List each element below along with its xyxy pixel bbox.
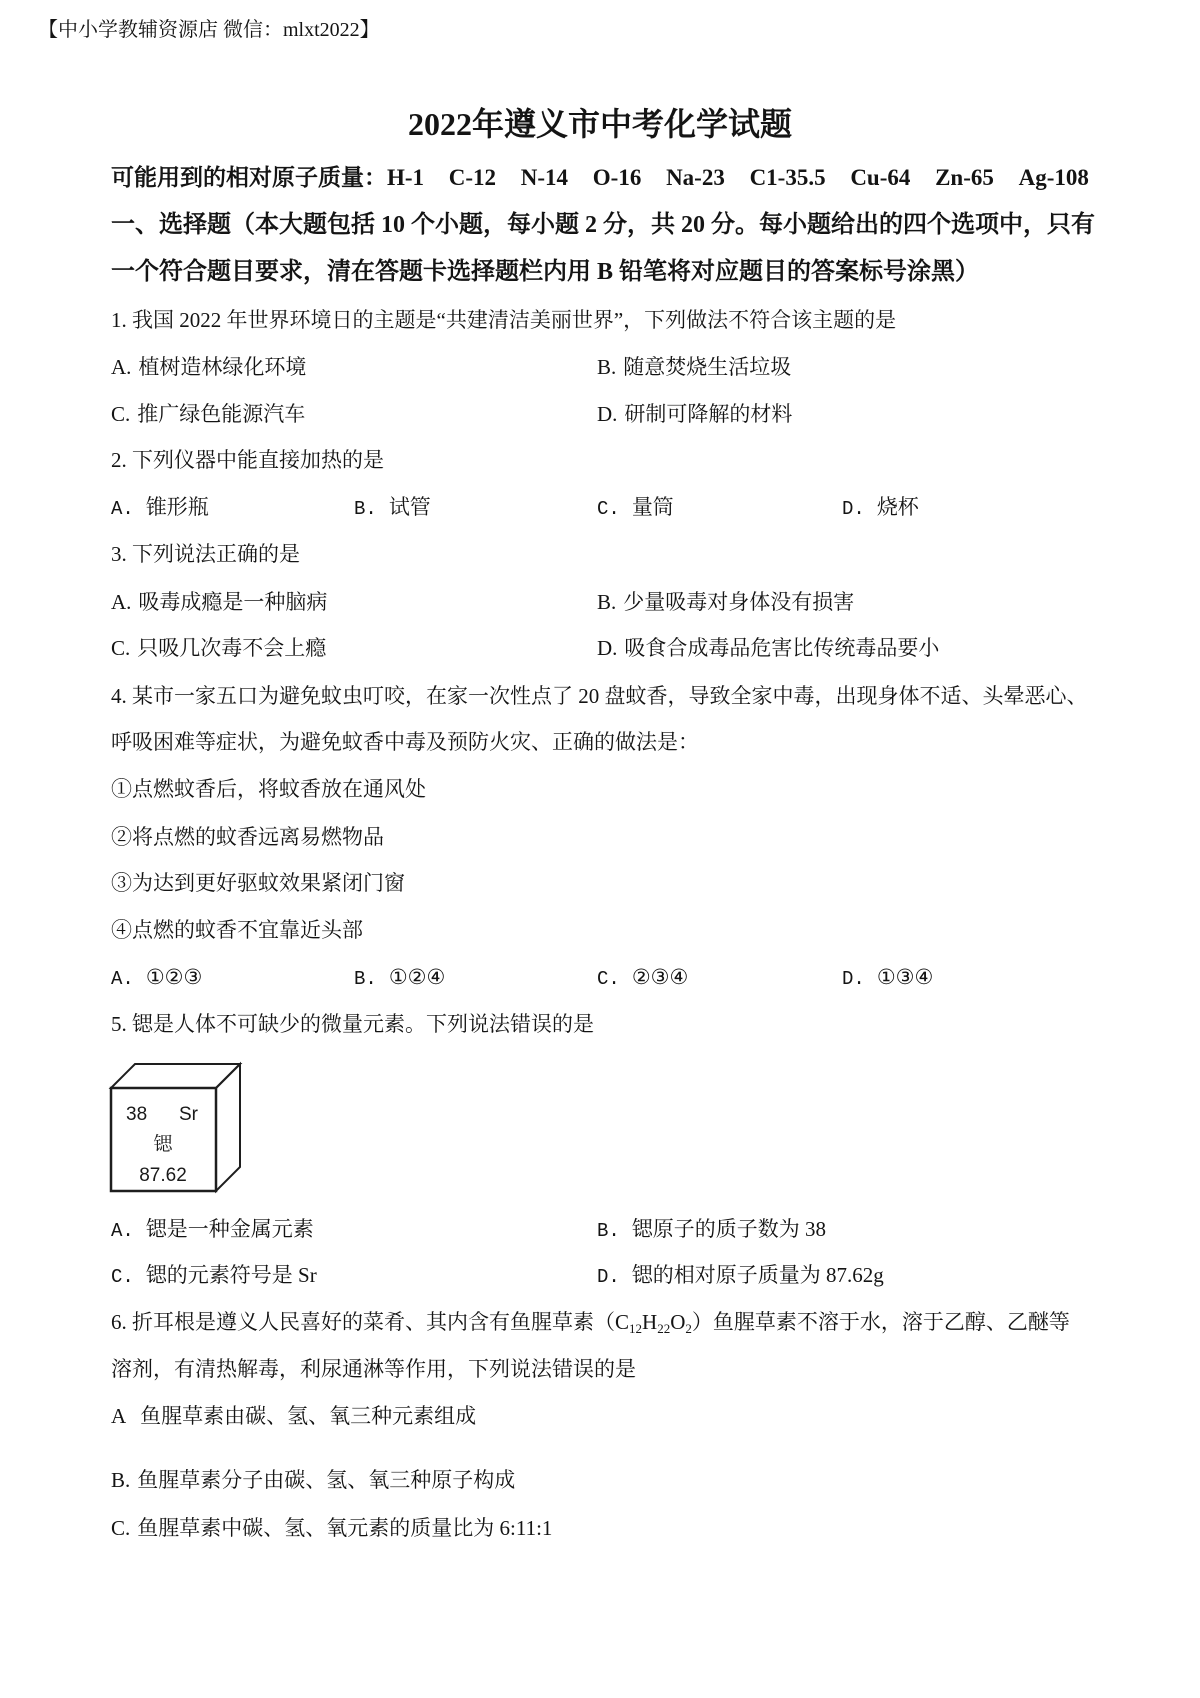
q4-statement-2: ②将点燃的蚊香远离易燃物品 xyxy=(111,825,384,849)
q6-stem-before-formula: 6. 折耳根是遵义人民喜好的菜肴、其内含有鱼腥草素（ xyxy=(111,1310,615,1334)
formula-subscript: 22 xyxy=(657,1321,671,1336)
q3-option-a xyxy=(111,587,327,617)
option-label: A. xyxy=(111,590,132,614)
element-tile-side-face xyxy=(216,1064,240,1191)
atomic-mass-h: H-1 xyxy=(387,165,425,190)
atomic-masses-prefix: 可能用到的相对原子质量： xyxy=(111,165,387,190)
q6-stem-line-1 xyxy=(111,1307,1070,1337)
q1-option-b xyxy=(597,352,791,382)
option-label: D. xyxy=(842,968,865,990)
q3-option-d xyxy=(597,633,939,663)
q3-options-row-2 xyxy=(0,633,1200,663)
q5-stem: 5. 锶是人体不可缺少的微量元素。下列说法错误的是 xyxy=(111,1012,594,1036)
q3-option-b xyxy=(597,587,854,617)
option-label: B. xyxy=(597,590,617,614)
option-text: 植树造林绿化环境 xyxy=(138,355,307,379)
option-text: ②③④ xyxy=(631,965,689,989)
option-text: 随意焚烧生活垃圾 xyxy=(623,355,792,379)
option-label: B. xyxy=(354,968,377,990)
option-label: D. xyxy=(597,636,618,660)
option-label: D. xyxy=(597,402,618,426)
option-label: A. xyxy=(111,355,132,379)
option-text: 试管 xyxy=(388,495,431,519)
atomic-masses-line xyxy=(111,162,1089,194)
q4-option-c xyxy=(597,962,688,994)
atomic-mass-na: Na-23 xyxy=(666,165,725,190)
q4-option-a xyxy=(111,962,202,994)
q4-statement-3: ③为达到更好驱蚊效果紧闭门窗 xyxy=(111,871,405,895)
option-label: C. xyxy=(597,498,620,520)
atomic-mass-zn: Zn-65 xyxy=(935,165,994,190)
q5-option-c xyxy=(111,1260,317,1292)
formula-subscript: 12 xyxy=(629,1321,643,1336)
q2-stem: 2. 下列仪器中能直接加热的是 xyxy=(111,448,384,472)
option-label: B. xyxy=(597,1220,620,1242)
option-text: 吸食合成毒品危害比传统毒品要小 xyxy=(624,636,940,660)
q6-stem-line-2: 溶剂，有清热解毒，利尿通淋等作用，下列说法错误的是 xyxy=(111,1357,636,1381)
option-text: 鱼腥草素由碳、氢、氧三种元素组成 xyxy=(140,1404,477,1428)
element-atomic-number: 38 xyxy=(126,1104,148,1125)
q6-option-a xyxy=(111,1401,476,1431)
atomic-mass-cu: Cu-64 xyxy=(850,165,911,190)
option-text: 研制可降解的材料 xyxy=(624,402,793,426)
q4-stem-line-2: 呼吸困难等症状，为避免蚊香中毒及预防火灾、正确的做法是： xyxy=(111,730,699,754)
formula-element: H xyxy=(642,1310,658,1334)
option-text: 烧杯 xyxy=(876,495,919,519)
q4-option-d xyxy=(842,962,933,994)
q2-option-a xyxy=(111,492,209,524)
option-label: B. xyxy=(111,1468,131,1492)
option-text: ①②④ xyxy=(388,965,446,989)
option-label: D. xyxy=(597,1266,620,1288)
option-text: 少量吸毒对身体没有损害 xyxy=(623,590,855,614)
option-text: 鱼腥草素分子由碳、氢、氧三种原子构成 xyxy=(137,1468,516,1492)
q3-option-c xyxy=(111,633,326,663)
q4-stem-line-1: 4. 某市一家五口为避免蚊虫叮咬，在家一次性点了 20 盘蚊香，导致全家中毒，出现身体不适、头晕恶心、 xyxy=(111,684,1088,708)
q4-statement-4: ④点燃的蚊香不宜靠近头部 xyxy=(111,918,363,942)
option-text: ①②③ xyxy=(145,965,203,989)
q5-option-a xyxy=(111,1214,314,1246)
q1-stem: 1. 我国 2022 年世界环境日的主题是“共建清洁美丽世界”，下列做法不符合该主题的是 xyxy=(111,308,897,332)
q1-option-d xyxy=(597,399,792,429)
q5-option-d xyxy=(597,1260,884,1292)
formula-element: O xyxy=(670,1310,686,1334)
option-text: 量筒 xyxy=(631,495,674,519)
atomic-mass-c: C-12 xyxy=(448,165,497,190)
option-label: C. xyxy=(111,1266,134,1288)
page-title: 2022年遵义市中考化学试题 xyxy=(407,106,792,142)
option-text: 只吸几次毒不会上瘾 xyxy=(137,636,327,660)
option-label: D. xyxy=(842,498,865,520)
option-text: 锶原子的质子数为 38 xyxy=(631,1217,827,1241)
atomic-mass-ag: Ag-108 xyxy=(1018,165,1089,190)
option-label: A xyxy=(111,1404,127,1428)
atomic-mass-o: O-16 xyxy=(592,165,642,190)
option-text: 吸毒成瘾是一种脑病 xyxy=(138,590,328,614)
q4-options-row xyxy=(0,962,1200,992)
option-label: A. xyxy=(111,498,134,520)
q6-option-b xyxy=(111,1465,515,1495)
option-text: 锶的相对原子质量为 87.62g xyxy=(631,1263,884,1287)
atomic-mass-item-first xyxy=(111,162,424,194)
q1-options-row-2 xyxy=(0,399,1200,429)
option-text: 锶是一种金属元素 xyxy=(145,1217,314,1241)
q3-stem: 3. 下列说法正确的是 xyxy=(111,542,300,566)
element-name: 锶 xyxy=(153,1134,173,1155)
section-instructions-line-2: 一个符合题目要求，清在答题卡选择题栏内用 B 铅笔将对应题目的答案标号涂黑） xyxy=(111,259,980,285)
option-label: C. xyxy=(597,968,620,990)
q1-option-c xyxy=(111,399,305,429)
option-text: 鱼腥草素中碳、氢、氧元素的质量比为 6:11:1 xyxy=(137,1516,553,1540)
q6-stem-after-formula: ）鱼腥草素不溶于水，溶于乙醇、乙醚等 xyxy=(691,1310,1070,1334)
option-label: B. xyxy=(354,498,377,520)
atomic-mass-cl: C1-35.5 xyxy=(749,165,826,190)
element-symbol: Sr xyxy=(179,1104,198,1125)
option-text: 推广绿色能源汽车 xyxy=(137,402,306,426)
q5-options-row-2 xyxy=(0,1260,1200,1290)
option-label: A. xyxy=(111,968,134,990)
formula-subscript: 2 xyxy=(685,1321,692,1336)
q4-option-b xyxy=(354,962,445,994)
option-label: B. xyxy=(597,355,617,379)
q4-statement-1: ①点燃蚊香后，将蚊香放在通风处 xyxy=(111,777,426,801)
q6-option-c xyxy=(111,1513,552,1543)
q3-options-row-1 xyxy=(0,587,1200,617)
option-text: ①③④ xyxy=(876,965,934,989)
atomic-mass-n: N-14 xyxy=(520,165,569,190)
formula-element: C xyxy=(615,1310,630,1334)
option-label: A. xyxy=(111,1220,134,1242)
q2-option-c xyxy=(597,492,674,524)
q1-options-row-1 xyxy=(0,352,1200,382)
option-label: C. xyxy=(111,402,131,426)
option-label: C. xyxy=(111,1516,131,1540)
q2-option-d xyxy=(842,492,919,524)
q2-option-b xyxy=(354,492,431,524)
element-atomic-mass: 87.62 xyxy=(139,1165,187,1186)
option-text: 锶的元素符号是 Sr xyxy=(145,1263,317,1287)
source-watermark: 【中小学教辅资源店 微信：mlxt2022】 xyxy=(38,19,380,41)
section-instructions-line-1: 一、选择题（本大题包括 10 个小题，每小题 2 分，共 20 分。每小题给出的四个选项中，只有 xyxy=(111,212,1095,238)
q5-option-b xyxy=(597,1214,826,1246)
q1-option-a xyxy=(111,352,306,382)
q5-options-row-1 xyxy=(0,1214,1200,1244)
option-text: 锥形瓶 xyxy=(145,495,209,519)
option-label: C. xyxy=(111,636,131,660)
element-tile xyxy=(105,1058,250,1198)
q2-options-row xyxy=(0,492,1200,522)
